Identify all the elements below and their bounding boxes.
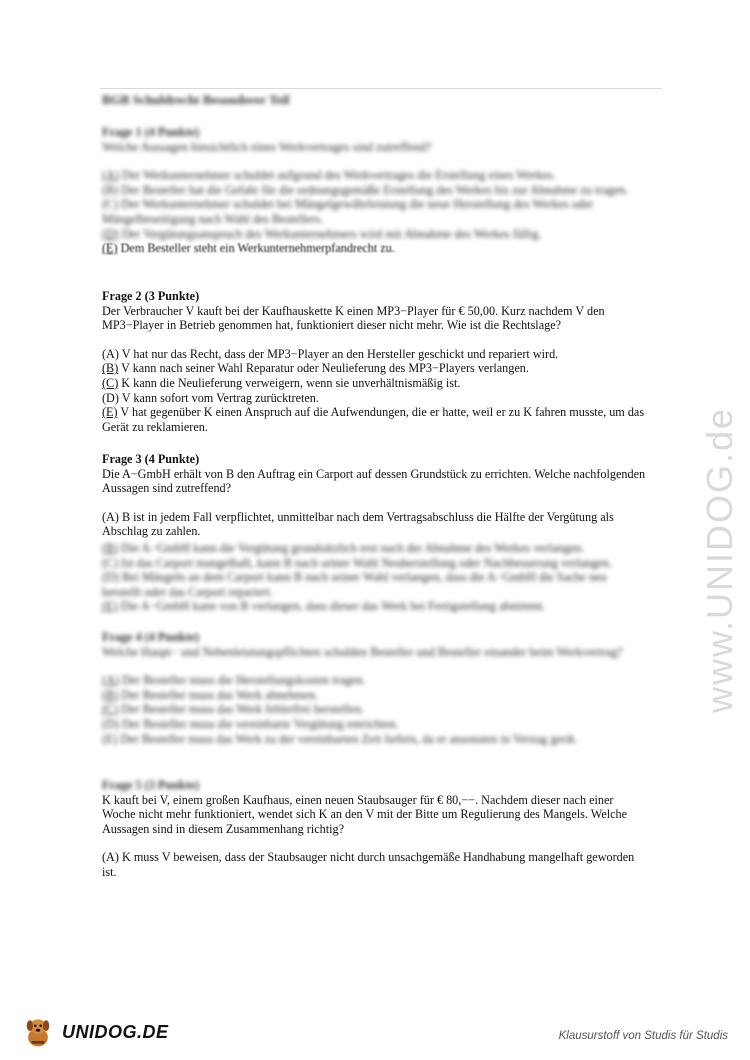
answer-option: (C) Der Werkunternehmer schuldet bei Mängelgewährleistung die neue Herstellung des Werkes oder Mängelbeseitigung nach Wahl des Bestellers. xyxy=(102,197,594,226)
answer-option: (D) Der Vergütungsanspruch des Werkunternehmers wird mit Abnahme des Werkes fällig. xyxy=(102,226,542,241)
answer-option: (B) Der Besteller muss das Werk abnehmen. xyxy=(102,687,319,702)
question-title: Frage 3 (4 Punkte) xyxy=(102,452,200,466)
question-title: Frage 5 (3 Punkte) xyxy=(102,778,200,792)
question-5 xyxy=(102,778,647,880)
question-title: Frage 4 (4 Punkte) xyxy=(102,630,200,644)
answer-option: (D) V kann sofort vom Vertrag zurücktreten. xyxy=(102,390,319,405)
answer-option: (B) Der Besteller hat die Gefahr für die ordnungsgemäße Erstellung des Werkes bis zur Abnahme zu tragen. xyxy=(102,182,629,197)
answer-option: (A) V hat nur das Recht, dass der MP3−Player an den Hersteller geschickt und repariert wird. xyxy=(102,346,559,361)
answer-option: (E) Dem Besteller steht ein Werkunternehmerpfandrecht zu. xyxy=(102,241,395,256)
dog-icon xyxy=(20,1014,56,1050)
question-text: Die A−GmbH erhält von B den Auftrag ein Carport auf dessen Grundstück zu errichten. Welche nachfolgenden Aussagen sind zutreffend? xyxy=(102,466,646,496)
footer-tagline: Klausurstoff von Studis für Studis xyxy=(558,1030,728,1042)
question-title: Frage 1 (4 Punkte) xyxy=(102,125,200,139)
question-1 xyxy=(102,125,647,256)
answer-option: (A) B ist in jedem Fall verpflichtet, unmittelbar nach dem Vertragsabschluss die Hälfte der Vergütung als Abschlag zu zahlen. xyxy=(102,509,614,539)
answer-option: (C) K kann die Neulieferung verweigern, wenn sie unverhältnismäßig ist. xyxy=(102,375,461,390)
question-text: K kauft bei V, einem großen Kaufhaus, einen neuen Staubsauger für € 80,−−. Nachdem dieser nach einer Woche nicht mehr funktioniert, wendet sich K an den V mit der Bitte um Regulierung des Mangels. Welche Aussagen sind in diesem Zusammenhang richtig? xyxy=(102,792,628,836)
logo-text: UNIDOG.DE xyxy=(62,1021,169,1042)
question-text: Welche Haupt− und Nebenleistungspflichten schulden Besteller und Besteller einander beim Werkvertrag? xyxy=(102,644,623,659)
answer-option: (D) Bei Mängeln an dem Carport kann B nach seiner Wahl verlangen, dass die A−GmbH die Sache neu herstellt oder das Carport repariert. xyxy=(102,570,607,599)
question-text: Welche Aussagen hinsichtlich eines Werkvertrages sind zutreffend? xyxy=(102,139,432,154)
answer-option: (A) Der Besteller muss die Herstellungskosten tragen. xyxy=(102,673,366,688)
answer-option: (B) V kann nach seiner Wahl Reparatur oder Neulieferung des MP3−Players verlangen. xyxy=(102,361,529,376)
question-title: Frage 2 (3 Punkte) xyxy=(102,289,200,303)
document-title: BGB Schuldrecht Besonderer Teil xyxy=(102,92,290,107)
question-2 xyxy=(102,289,647,434)
answer-option: (C) Der Besteller muss das Werk fehlerfrei herstellen. xyxy=(102,702,365,717)
answer-option: (D) Der Besteller muss die vereinbarte Vergütung entrichten. xyxy=(102,716,399,731)
header-rule xyxy=(100,88,662,89)
answer-option: (A) Der Werkunternehmer schuldet aufgrund des Werkvertrages die Erstellung eines Werkes. xyxy=(102,168,556,183)
question-text: Der Verbraucher V kauft bei der Kaufhauskette K einen MP3−Player für € 50,00. Kurz nachdem V den MP3−Player in Betrieb genommen hat, funktioniert dieser nicht mehr. Wie ist die Rechtslage? xyxy=(102,303,605,333)
watermark-text: www.UNIDOG.de xyxy=(699,406,740,714)
answer-option: (E) V hat gegenüber K einen Anspruch auf die Aufwendungen, die er hatte, weil er zu K fahren musste, um das Gerät zu reklamieren. xyxy=(102,405,645,434)
footer-logo xyxy=(20,1012,169,1052)
answer-option: (A) K muss V beweisen, dass der Staubsauger nicht durch unsachgemäße Handhabung mangelhaft geworden ist. xyxy=(102,850,635,879)
answer-option: (C) Ist das Carport mangelhaft, kann B nach seiner Wahl Neuherstellung oder Nachbesserung verlangen. xyxy=(102,555,613,570)
question-4 xyxy=(102,630,647,746)
answer-option: (E) Der Besteller muss das Werk zu der vereinbarten Zeit liefern, da er ansonsten in Verzug gerät. xyxy=(102,731,578,746)
answer-option: (B) Die A−GmbH kann die Vergütung grundsätzlich erst nach der Abnahme des Werkes verlangen. xyxy=(102,540,585,555)
answer-option: (E) Die A−GmbH kann von B verlangen, dass dieser das Werk bei Fertigstellung abnimmt. xyxy=(102,599,546,614)
